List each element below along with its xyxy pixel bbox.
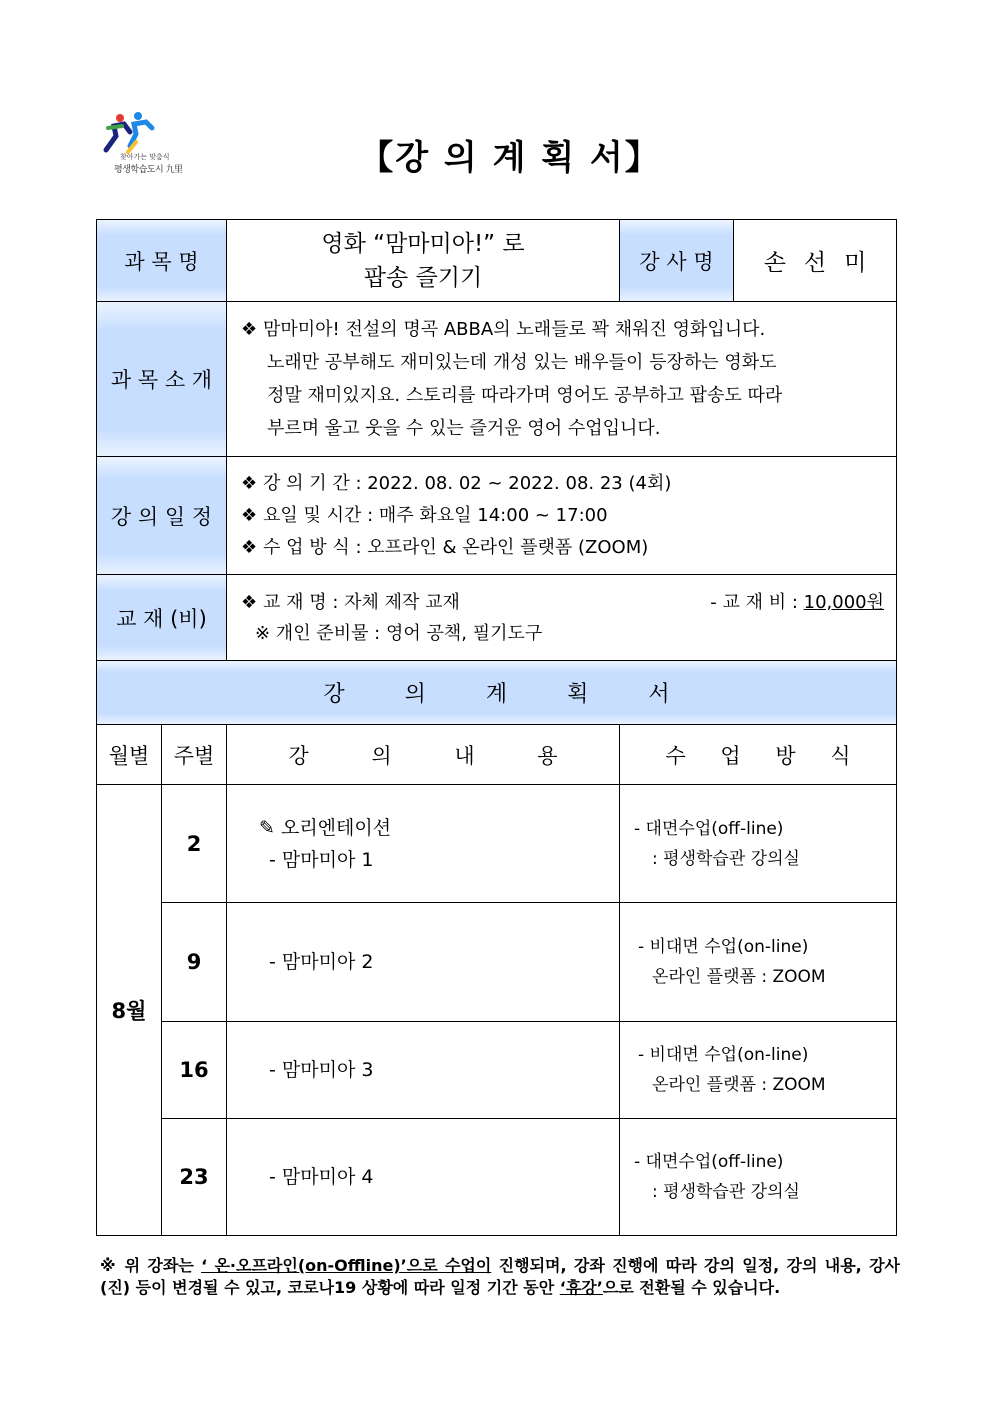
content-cell xyxy=(227,785,620,903)
method-line: - 대면수업(off-line) xyxy=(634,1152,784,1172)
method-line: - 비대면 수업(on-line) xyxy=(638,1045,809,1065)
plan-section-title xyxy=(97,661,897,725)
footnote-text: 으로 전환될 수 있습니다. xyxy=(602,1278,781,1297)
schedule-time: 요일 및 시간 : 매주 화요일 14:00 ~ 17:00 xyxy=(263,504,608,526)
intro-text xyxy=(227,302,897,457)
content-line: - 맘마미아 2 xyxy=(269,951,374,973)
plan-title-char: 의 xyxy=(404,682,426,707)
preparation-items: ※ 개인 준비물 : 영어 공책, 필기도구 xyxy=(255,622,543,644)
teacher-value: 손선미 xyxy=(734,220,897,302)
content-cell xyxy=(227,903,620,1022)
method-column-header: 수 업 방 식 xyxy=(620,725,897,785)
page-title: 【강 의 계 획 서】 xyxy=(359,138,661,178)
week-cell: 9 xyxy=(162,903,227,1022)
textbook-fee-value: 10,000원 xyxy=(803,591,885,613)
footnote-text: 진행되며, 강좌 진행에 따라 강의 일정, 강의 내용, 강사(진) 등이 변경될 수 있고, 코로나19 상황에 따라 일정 기간 동안 xyxy=(100,1256,900,1297)
diamond-bullet-icon: ❖ xyxy=(241,504,258,526)
footnote xyxy=(100,1255,900,1299)
method-cell xyxy=(620,903,897,1022)
running-figures-icon xyxy=(100,112,160,154)
content-line: - 맘마미아 1 xyxy=(269,848,374,871)
content-line-orientation: ✎ 오리엔테이션 xyxy=(259,816,392,839)
intro-line: 노래만 공부해도 재미있는데 개성 있는 배우들이 등장하는 영화도 xyxy=(267,352,777,373)
diamond-bullet-icon: ❖ xyxy=(241,472,258,494)
logo-name: 평생학습도시 九里 xyxy=(114,165,183,175)
diamond-bullet-icon: ❖ xyxy=(241,319,258,340)
month-cell: 8월 xyxy=(97,785,162,1236)
teacher-label: 강 사 명 xyxy=(620,220,734,302)
intro-line: 정말 재미있지요. 스토리를 따라가며 영어도 공부하고 팝송도 따라 xyxy=(267,385,783,406)
schedule-info xyxy=(227,457,897,575)
content-cell xyxy=(227,1022,620,1119)
diamond-bullet-icon: ❖ xyxy=(241,536,258,558)
table-row xyxy=(97,1119,897,1236)
method-cell xyxy=(620,1119,897,1236)
content-line: - 맘마미아 3 xyxy=(269,1059,374,1081)
table-row xyxy=(97,1022,897,1119)
plan-title-char: 계 xyxy=(485,682,508,707)
intro-line: 맘마미아! 전설의 명곡 ABBA의 노래들로 꽉 채워진 영화입니다. xyxy=(263,319,766,340)
intro-label: 과 목 소 개 xyxy=(97,302,227,457)
content-cell xyxy=(227,1119,620,1236)
method-line: : 평생학습관 강의실 xyxy=(652,1182,800,1202)
method-line: 온라인 플랫폼 : ZOOM xyxy=(652,1075,826,1095)
subject-line1: 영화 “맘마미아!” 로 xyxy=(321,230,525,257)
logo xyxy=(100,112,200,182)
table-row xyxy=(97,903,897,1022)
plan-title-char: 서 xyxy=(648,682,670,707)
schedule-period: 강 의 기 간 : 2022. 08. 02 ~ 2022. 08. 23 (4회) xyxy=(263,472,672,494)
method-line: - 비대면 수업(on-line) xyxy=(638,937,809,957)
content-line: - 맘마미아 4 xyxy=(269,1166,374,1188)
course-table xyxy=(96,219,897,1236)
method-cell xyxy=(620,1022,897,1119)
textbook-name: 교 재 명 : 자체 제작 교재 xyxy=(263,591,460,613)
table-row xyxy=(97,785,897,903)
textbook-info xyxy=(227,575,897,661)
textbook-fee-label: - 교 재 비 : xyxy=(710,591,798,613)
textbook-label: 교 재 (비) xyxy=(97,575,227,661)
schedule-label: 강 의 일 정 xyxy=(97,457,227,575)
week-cell: 23 xyxy=(162,1119,227,1236)
plan-title-char: 강 xyxy=(323,682,345,707)
subject-label: 과 목 명 xyxy=(97,220,227,302)
week-cell: 16 xyxy=(162,1022,227,1119)
subject-line2: 팝송 즐기기 xyxy=(363,264,483,291)
footnote-text-underlined: ‘ 온·오프라인(on-Offline)’으로 수업이 xyxy=(201,1256,492,1275)
content-column-header: 강 의 내 용 xyxy=(227,725,620,785)
intro-line: 부르며 울고 웃을 수 있는 즐거운 영어 수업입니다. xyxy=(267,418,661,439)
week-column-header: 주별 xyxy=(162,725,227,785)
schedule-method: 수 업 방 식 : 오프라인 & 온라인 플랫폼 (ZOOM) xyxy=(263,536,649,558)
logo-tagline: 찾아가는 맞춤식 xyxy=(120,153,170,161)
plan-title-char: 획 xyxy=(567,682,589,707)
footnote-text: ※ 위 강좌는 xyxy=(100,1256,202,1275)
footnote-text-underlined: ‘휴강’ xyxy=(559,1278,603,1297)
subject-value xyxy=(227,220,620,302)
month-column-header: 월별 xyxy=(97,725,162,785)
diamond-bullet-icon: ❖ xyxy=(241,591,258,613)
method-line: - 대면수업(off-line) xyxy=(634,818,784,839)
method-line: 온라인 플랫폼 : ZOOM xyxy=(652,967,826,987)
method-cell xyxy=(620,785,897,903)
week-cell: 2 xyxy=(162,785,227,903)
method-line: : 평생학습관 강의실 xyxy=(652,848,800,869)
